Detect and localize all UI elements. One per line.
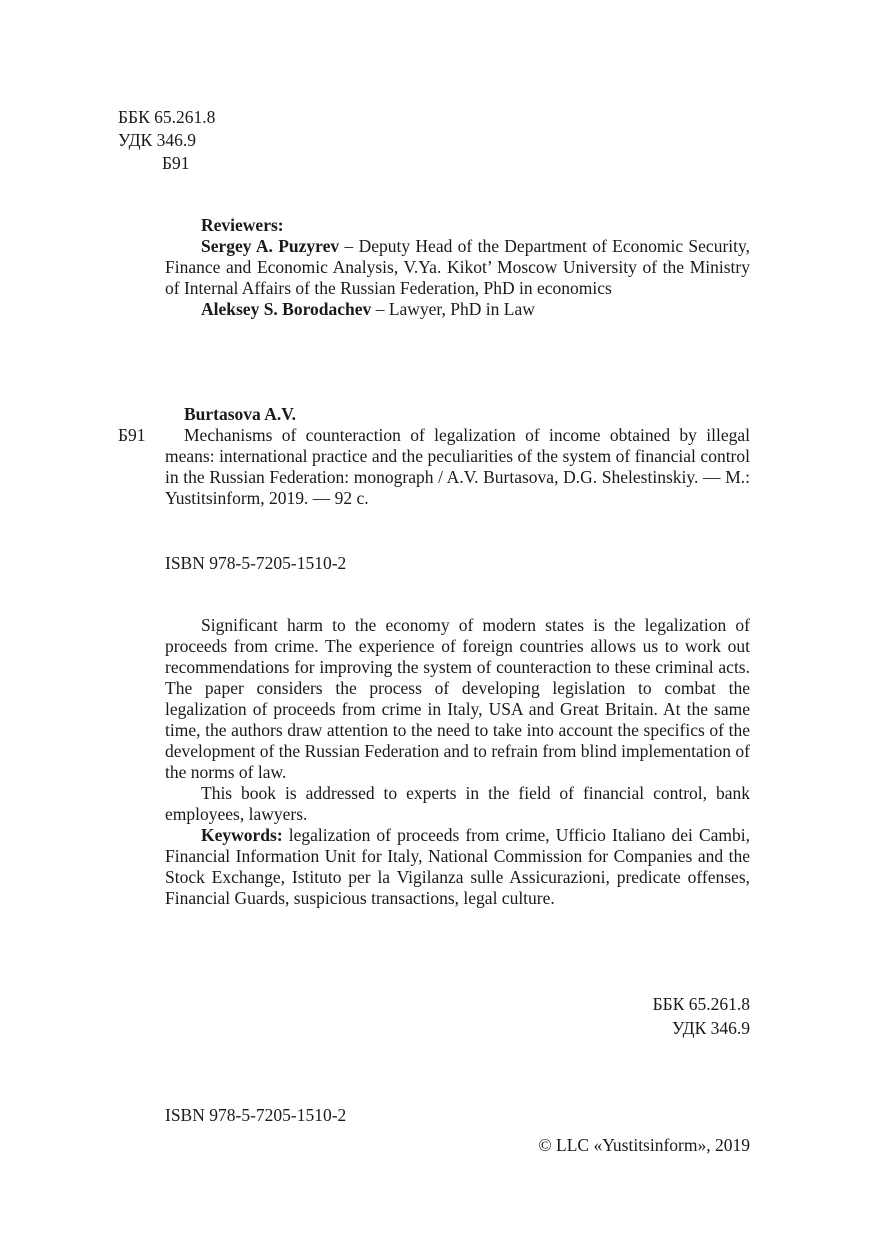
- keywords-label: Keywords:: [201, 825, 283, 845]
- keywords-paragraph: [165, 825, 750, 909]
- reviewer-2: [165, 299, 750, 320]
- isbn-bottom: ISBN 978-5-7205-1510-2: [165, 1105, 347, 1125]
- biblio-author: Burtasova A.V.: [184, 404, 296, 424]
- author-mark: Б91: [162, 153, 190, 173]
- udk-code-bottom: УДК 346.9: [672, 1018, 750, 1038]
- reviewer-2-text: – Lawyer, PhD in Law: [371, 299, 535, 319]
- udk-code: УДК 346.9: [118, 130, 196, 150]
- biblio-mark: Б91: [118, 425, 146, 445]
- abstract-paragraph-2: This book is addressed to experts in the field of financial control, bank employees, lawyers.: [165, 783, 750, 824]
- isbn-top: ISBN 978-5-7205-1510-2: [165, 553, 347, 573]
- reviewer-1: [165, 236, 750, 299]
- reviewer-1-name: Sergey A. Puzyrev: [201, 236, 340, 256]
- biblio-description: Mechanisms of counteraction of legalization of income obtained by illegal means: international practice and the peculiarities of the system of financial control in the Russian Federation: monograph / A.V. Burtasova, D.G. Shelestinskiy. — M.: Yustitsinform, 2019. — 92 с.: [165, 425, 750, 508]
- reviewers-section: [165, 215, 750, 320]
- classification-codes-bottom: [560, 992, 750, 1040]
- bbk-code: ББК 65.261.8: [118, 107, 216, 127]
- classification-codes-top: [118, 106, 215, 175]
- reviewer-1-text: – Deputy Head of the Department of Economic Security, Finance and Economic Analysis, V.Ya. Kikot’ Moscow University of the Ministry of Internal Affairs of the Russian Federation, PhD in economics: [165, 236, 750, 298]
- biblio-row: [118, 425, 750, 509]
- reviewer-2-name: Aleksey S. Borodachev: [201, 299, 372, 319]
- abstract-section: [165, 615, 750, 909]
- copyright-notice: © LLC «Yustitsinform», 2019: [538, 1135, 750, 1155]
- bibliographic-record: [118, 404, 750, 509]
- keywords-text: legalization of proceeds from crime, Ufficio Italiano dei Cambi, Financial Information Unit for Italy, National Commission for Companies and the Stock Exchange, Istituto per la Vigilanza sulle Assicurazioni, predicate offenses, Financial Guards, suspicious transactions, legal culture.: [165, 825, 750, 908]
- reviewers-heading: Reviewers:: [201, 215, 284, 235]
- bbk-code-bottom: ББК 65.261.8: [652, 994, 750, 1014]
- abstract-paragraph-1: Significant harm to the economy of modern states is the legalization of proceeds from crime. The experience of foreign countries allows us to work out recommendations for improving the system of counteraction to these criminal acts. The paper considers the process of developing legislation to combat the legalization of proceeds from crime in Italy, USA and Great Britain. At the same time, the authors draw attention to the need to take into account the specifics of the development of the Russian Federation and to refrain from blind implementation of the norms of law.: [165, 615, 750, 782]
